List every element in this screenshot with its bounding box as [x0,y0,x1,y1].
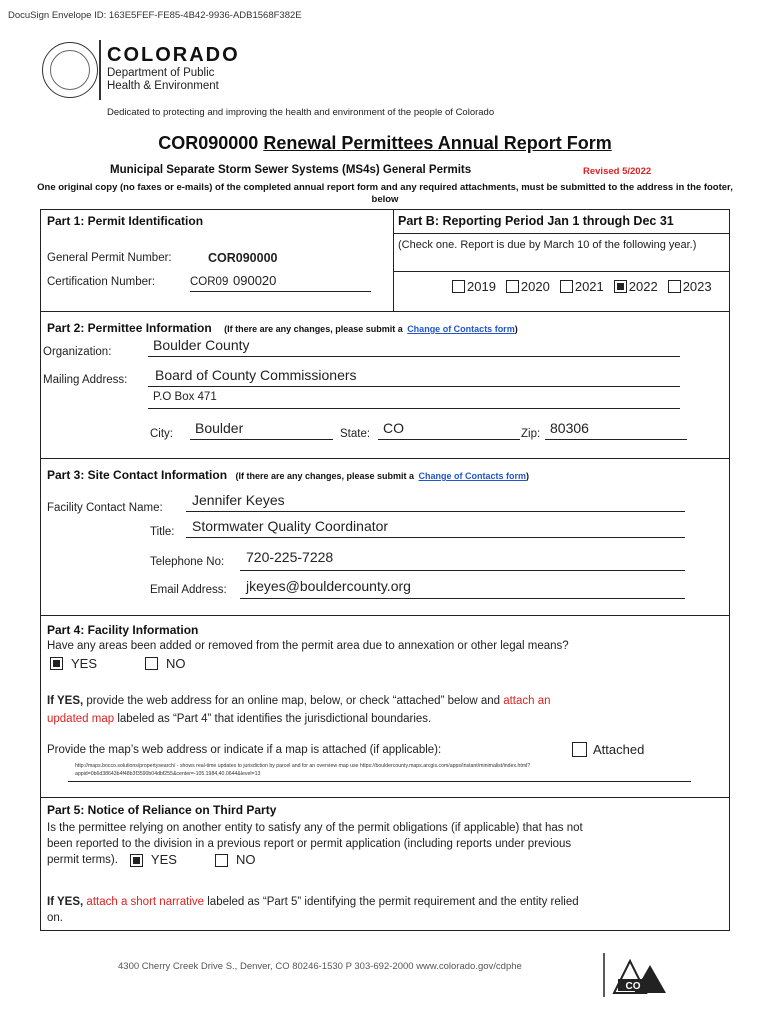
contact-title-field[interactable]: Stormwater Quality Coordinator [192,518,389,534]
part5-ifyes-bold: If YES, [47,896,84,908]
part4-title: Part 4: Facility Information [47,623,199,637]
partB-title: Part B: Reporting Period Jan 1 through Dec 31 [398,214,674,228]
dept-line-1: Department of Public [107,67,215,79]
year-checkbox-2020[interactable] [506,280,519,293]
year-label-2023: 2023 [682,279,712,294]
part4-yes-label: YES [71,656,98,671]
part2-note-suffix: ) [514,324,518,334]
part5-no-label: NO [235,852,256,867]
mailing-address-label: Mailing Address: [43,374,128,386]
part4-ifyes-bold: If YES, [47,695,84,707]
contact-name-label: Facility Contact Name: [47,502,163,514]
part5-title: Part 5: Notice of Reliance on Third Party [47,803,277,817]
map-url-line-2: appid=0b6d38643b4f48b3f3590b04dbf255&center=-105.1984,40.0644&level=13 [75,771,261,777]
cdphe-logo-icon [600,953,668,997]
part1-divider [393,209,394,311]
part5-ifyes-red: attach a short narrative [86,896,205,908]
email-label: Email Address: [150,584,227,596]
part4-ifyes-red1: attach an [503,695,551,707]
part5-ifyes-text1: labeled as “Part 5” identifying the permit requirement and the entity relied [204,896,579,908]
map-attached-label: Attached [593,742,645,757]
map-url-underline [68,781,691,782]
general-permit-value: COR090000 [208,251,278,265]
email-field[interactable]: jkeyes@bouldercounty.org [246,578,411,594]
part3-header [47,466,529,484]
zip-field[interactable]: 80306 [550,420,589,436]
part5-question-line-3 [47,852,727,868]
organization-field[interactable]: Boulder County [153,337,250,353]
mailing-address-field-2[interactable]: P.O Box 471 [153,391,217,403]
part1-title: Part 1: Permit Identification [47,214,204,228]
part4-ifyes-text1: provide the web address for an online map, below, or check “attached” below and [83,695,504,707]
submission-instructions: One original copy (no faxes or e-mails) of the completed annual report form and any required attachments, must be submitted to the address in the footer, below [37,182,733,205]
partB-note-rule [393,271,730,272]
map-url-field[interactable] [75,762,695,778]
part5-question-line-1: Is the permittee relying on another entity to satisfy any of the permit obligations (if applicable) that has not [47,822,583,834]
map-address-label: Provide the map’s web address or indicate if a map is attached (if applicable): [47,744,442,756]
state-name: COLORADO [107,44,240,66]
year-label-2021: 2021 [574,279,604,294]
telephone-field[interactable]: 720-225-7228 [246,549,334,565]
email-underline [240,598,685,599]
title-rest: Renewal Permittees Annual Report Form [263,133,612,153]
organization-underline [148,356,680,357]
year-checkbox-2023[interactable] [668,280,681,293]
reporting-year-options [452,279,712,294]
dedication-text: Dedicated to protecting and improving the health and environment of the people of Colorado [107,107,495,118]
department-name [107,67,219,93]
map-attached-option [572,742,644,757]
part2-change-contacts-link[interactable]: Change of Contacts form [407,324,515,334]
certification-prefix: COR09 [190,276,229,288]
part2-bottom-rule [40,458,730,459]
map-url-line-1: http://maps.bocco.solutions/propertysearch/ - shows real-time updates to jurisdiction by parcel and for an overview map use https://bouldercounty.maps.arcgis.com/apps/instant/minimalist/index.html? [75,763,531,769]
zip-label: Zip: [521,428,541,440]
year-option-2019[interactable] [452,279,496,294]
mailing-address-underline-2 [148,408,680,409]
year-option-2022[interactable] [614,279,658,294]
year-option-2020[interactable] [506,279,550,294]
revised-date: Revised 5/2022 [583,166,652,177]
part4-ifyes-red2: updated map [47,713,115,725]
dept-line-2: Health & Environment [107,80,219,92]
part4-ifyes-text [47,692,717,728]
certification-underline [190,291,371,292]
title-prefix: COR090000 [158,133,259,153]
footer-address: 4300 Cherry Creek Drive S., Denver, CO 80246-1530 P 303-692-2000 www.colorado.gov/cdphe [118,961,522,972]
contact-title-underline [186,537,685,538]
mailing-address-underline-1 [148,386,680,387]
part4-options [50,656,186,671]
city-underline [190,439,333,440]
year-label-2022: 2022 [628,279,658,294]
form-subtitle: Municipal Separate Storm Sewer Systems (MS4s) General Permits [110,164,472,176]
state-label: State: [340,428,371,440]
telephone-underline [240,570,685,571]
partB-note: (Check one. Report is due by March 10 of the following year.) [398,239,697,251]
part5-no-checkbox[interactable] [215,854,228,867]
part3-note-suffix: ) [526,471,530,481]
part4-ifyes-text2: labeled as “Part 4” that identifies the jurisdictional boundaries. [114,713,432,725]
part5-question-line-2: been reported to the division in a previous report or permit application (including reports under previous [47,838,572,850]
year-label-2019: 2019 [467,279,496,294]
state-field[interactable]: CO [383,420,404,436]
certification-field[interactable]: 090020 [233,273,277,288]
part5-question [47,820,727,868]
year-option-2021[interactable] [560,279,604,294]
part4-question: Have any areas been added or removed from the permit area due to annexation or other legal means? [47,640,569,652]
year-checkbox-2021[interactable] [560,280,573,293]
form-title [0,133,770,154]
year-label-2020: 2020 [520,279,550,294]
general-permit-label: General Permit Number: [47,252,172,264]
year-checkbox-2019[interactable] [452,280,465,293]
city-field[interactable]: Boulder [195,420,244,436]
part3-title: Part 3: Site Contact Information [47,468,228,482]
map-attached-checkbox[interactable] [572,742,587,757]
part5-yes-checkbox[interactable] [130,854,143,867]
part5-ifyes-text2: on. [47,912,63,924]
part5-ifyes-text [47,894,727,926]
contact-title-label: Title: [150,526,175,538]
mailing-address-field-1[interactable]: Board of County Commissioners [155,367,357,383]
part3-note-prefix: (If there are any changes, please submit a [235,471,415,481]
certification-label: Certification Number: [47,276,156,288]
organization-label: Organization: [43,346,112,358]
part2-title: Part 2: Permittee Information [47,321,212,335]
part2-header [47,319,518,337]
contact-name-field[interactable]: Jennifer Keyes [192,492,285,508]
part4-bottom-rule [40,797,730,798]
footer-logo-text: CO [625,981,641,992]
part4-yes-checkbox[interactable] [50,657,63,670]
part4-no-checkbox[interactable] [145,657,158,670]
telephone-label: Telephone No: [150,556,225,568]
year-checkbox-2022[interactable] [614,280,627,293]
year-option-2023[interactable] [668,279,712,294]
part3-change-contacts-link[interactable]: Change of Contacts form [418,471,527,481]
part5-yes-label: YES [150,852,177,867]
state-underline [378,439,520,440]
contact-name-underline [186,511,685,512]
part3-bottom-rule [40,615,730,616]
part1-bottom-rule [40,311,730,312]
logo-divider [99,40,101,100]
part4-no-label: NO [166,656,186,671]
state-seal-inner [50,50,90,90]
city-label: City: [150,428,173,440]
envelope-id: DocuSign Envelope ID: 163E5FEF-FE85-4B42-9936-ADB1568F382E [8,10,302,21]
zip-underline [545,439,687,440]
partB-title-rule [393,233,730,234]
part2-note-prefix: (If there are any changes, please submit a [224,324,403,334]
part5-question-line-3-text: permit terms). [47,854,118,866]
